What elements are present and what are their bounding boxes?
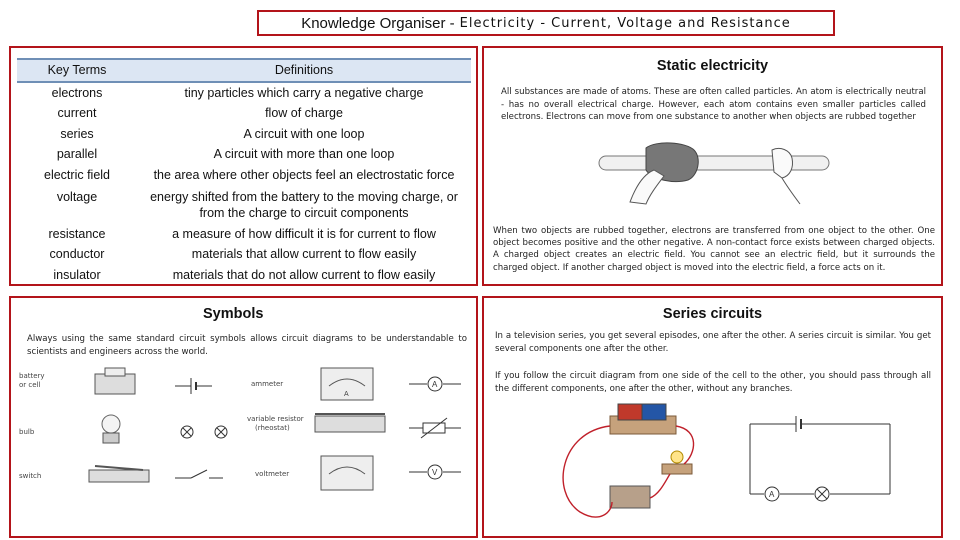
table-row xyxy=(17,165,471,186)
key-terms-table xyxy=(17,58,471,285)
switch-picture xyxy=(89,466,149,482)
table-row xyxy=(17,265,471,286)
rubbing-rod-illustration xyxy=(594,136,834,208)
definition-cell: A circuit with one loop xyxy=(243,126,365,141)
table-row xyxy=(17,124,471,145)
symbols-paragraph: Always using the same standard circuit symbols allows circuit diagrams to be understandable to scientists and engineers across the world. xyxy=(27,334,467,357)
switch-label: switch xyxy=(19,472,42,480)
title-main: Knowledge Organiser - xyxy=(301,14,455,32)
table-header-row xyxy=(17,59,471,82)
symbols-heading: Symbols xyxy=(203,306,264,322)
term-cell: insulator xyxy=(53,267,101,282)
circuit-symbols-chart xyxy=(15,366,473,496)
term-cell: current xyxy=(57,106,97,121)
battery-label-line1: battery xyxy=(19,372,45,380)
series-heading: Series circuits xyxy=(662,306,763,322)
circuit-photo xyxy=(563,404,693,517)
variable-resistor-label-line2: (rheostat) xyxy=(255,424,290,432)
variable-resistor-label-line1: variable resistor xyxy=(247,415,304,423)
voltmeter-picture xyxy=(321,456,373,490)
definition-cell: energy shifted from the battery to the moving charge, or from the charge to circuit components xyxy=(150,189,458,220)
ammeter-label: ammeter xyxy=(251,380,284,388)
static-paragraph-1: All substances are made of atoms. These are often called particles. An atom is electrically neutral - has no overall electrical charge. However, each atom contains even smaller particles called electrons. Electrons can move from one substance to another when objects are rubbed together xyxy=(501,87,926,122)
table-row xyxy=(17,186,471,224)
table-row xyxy=(17,103,471,124)
key-terms-panel xyxy=(9,46,478,286)
table-row xyxy=(17,82,471,104)
definition-cell: tiny particles which carry a negative charge xyxy=(184,85,424,100)
bulb-picture xyxy=(102,415,120,443)
battery-label-line2: or cell xyxy=(19,381,41,389)
definition-cell: materials that do not allow current to flow easily xyxy=(172,267,436,282)
battery-picture xyxy=(95,368,135,394)
bulb-label: bulb xyxy=(19,428,35,436)
variable-resistor-symbol xyxy=(409,418,461,438)
term-cell: electrons xyxy=(51,85,103,100)
term-cell: electric field xyxy=(44,167,110,182)
voltmeter-label: voltmeter xyxy=(255,470,290,478)
ammeter-picture xyxy=(321,368,373,400)
static-paragraph-2: When two objects are rubbed together, electrons are transferred from one object to the other. One object becomes positive and the other negative. A non-contact force exists between charged objects. A charged object creates an electric field. You cannot see an electric field, but it surrounds the charged object. If another charged object is moved into the electric field, a force acts on it. xyxy=(493,226,935,273)
ammeter-symbol-letter: A xyxy=(432,380,438,389)
series-circuit-diagram xyxy=(750,416,890,501)
term-cell: resistance xyxy=(48,226,106,241)
series-circuit-illustration xyxy=(550,402,930,534)
term-cell: parallel xyxy=(56,147,98,162)
switch-symbol xyxy=(175,470,223,478)
series-paragraph-2: If you follow the circuit diagram from one side of the cell to the other, you should pass through all the different components, one after the other, without any branches. xyxy=(495,371,931,394)
table-row xyxy=(17,144,471,165)
term-cell: voltage xyxy=(56,189,98,204)
title-subtitle: Electricity - Current, Voltage and Resistance xyxy=(459,15,791,31)
static-electricity-panel xyxy=(482,46,943,286)
header-definitions: Definitions xyxy=(137,59,471,82)
definition-cell: flow of charge xyxy=(265,106,343,121)
diagram-ammeter-letter: A xyxy=(769,490,775,499)
term-cell: conductor xyxy=(49,247,105,262)
table-row xyxy=(17,244,471,265)
page-title xyxy=(257,10,835,36)
definition-cell: A circuit with more than one loop xyxy=(213,147,395,162)
bulb-symbol xyxy=(181,426,227,438)
definition-cell: the area where other objects feel an electrostatic force xyxy=(153,167,455,182)
term-cell: series xyxy=(60,126,94,141)
series-paragraph-1: In a television series, you get several episodes, one after the other. A series circuit is similar. You get several components one after the other. xyxy=(495,331,931,354)
definition-cell: a measure of how difficult it is for current to flow xyxy=(172,226,436,241)
static-heading: Static electricity xyxy=(656,58,769,74)
ammeter-picture-letter: A xyxy=(344,391,349,398)
voltmeter-symbol-letter: V xyxy=(432,468,438,477)
definition-cell: materials that allow current to flow easily xyxy=(191,247,417,262)
header-key-terms: Key Terms xyxy=(17,59,137,82)
table-row xyxy=(17,224,471,245)
rheostat-picture xyxy=(315,414,385,432)
symbols-panel xyxy=(9,296,478,538)
cell-symbol xyxy=(175,378,212,394)
series-circuits-panel xyxy=(482,296,943,538)
